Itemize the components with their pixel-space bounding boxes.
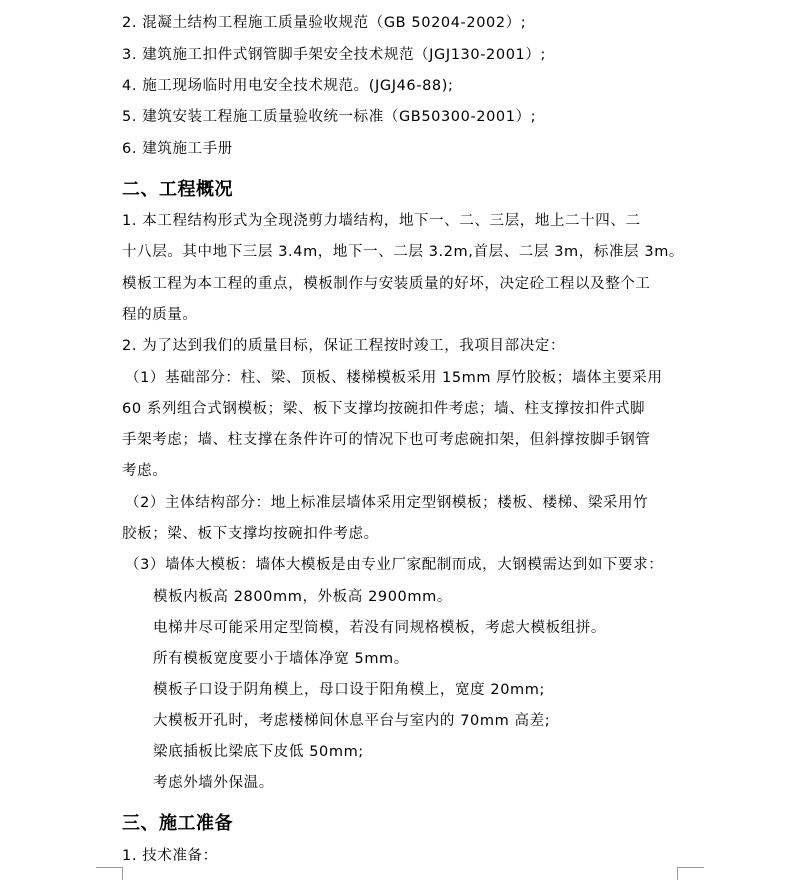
item-1-line-4: 考虑。 [122, 463, 168, 479]
item-1-line-2: 60 系列组合式钢模板；梁、板下支撑均按碗扣件考虑；墙、柱支撑按扣件式脚 [122, 401, 646, 417]
requirement-5: 大模板开孔时，考虑楼梯间休息平台与室内的 70mm 高差; [153, 713, 551, 729]
prep-paragraph-1: 1. 技术准备： [122, 848, 218, 864]
overview-paragraph-1-line-2: 十八层。其中地下三层 3.4m，地下一、二层 3.2m,首层、二层 3m，标准层 3m。 [122, 244, 685, 260]
requirement-1: 模板内板高 2800mm，外板高 2900mm。 [153, 589, 452, 605]
page-margin-corner-mark-left [96, 867, 123, 880]
requirement-4: 模板子口设于阴角模上，母口设于阳角模上，宽度 20mm; [153, 682, 545, 698]
overview-paragraph-1-line-3: 模板工程为本工程的重点，模板制作与安装质量的好坏，决定砼工程以及整个工 [122, 276, 651, 292]
requirement-2: 电梯井尽可能采用定型筒模，若没有同规格模板，考虑大模板组拼。 [153, 620, 606, 636]
item-2-line-2: 胶板；梁、板下支撑均按碗扣件考虑。 [122, 526, 379, 542]
item-3: （3）墙体大模板：墙体大模板是由专业厂家配制而成，大钢模需达到如下要求： [125, 557, 664, 573]
requirement-7: 考虑外墙外保温。 [153, 775, 274, 791]
page-margin-corner-mark-right [677, 867, 704, 880]
requirement-6: 梁底插板比梁底下皮低 50mm; [153, 744, 364, 760]
reference-item-4: 4. 施工现场临时用电安全技术规范。(JGJ46-88); [122, 78, 454, 94]
reference-item-2: 2. 混凝土结构工程施工质量验收规范（GB 50204-2002）; [122, 15, 527, 31]
reference-item-5: 5. 建筑安装工程施工质量验收统一标准（GB50300-2001）; [122, 109, 537, 125]
item-1-line-1: （1）基础部分：柱、梁、顶板、楼梯模板采用 15mm 厚竹胶板；墙体主要采用 [125, 370, 663, 386]
clipped-previous-line [122, 0, 127, 8]
section-heading-construction-prep: 三、施工准备 [122, 813, 233, 834]
section-heading-project-overview: 二、工程概况 [122, 179, 233, 200]
requirement-3: 所有模板宽度要小于墙体净宽 5mm。 [153, 651, 409, 667]
overview-paragraph-1-line-4: 程的质量。 [122, 307, 198, 323]
reference-item-3: 3. 建筑施工扣件式钢管脚手架安全技术规范（JGJ130-2001）; [122, 47, 546, 63]
overview-paragraph-1-line-1: 1. 本工程结构形式为全现浇剪力墙结构，地下一、二、三层，地上二十四、二 [122, 213, 641, 229]
reference-item-6: 6. 建筑施工手册 [122, 141, 233, 157]
item-2-line-1: （2）主体结构部分：地上标准层墙体采用定型钢模板；楼板、楼梯、梁采用竹 [125, 495, 649, 511]
item-1-line-3: 手架考虑；墙、柱支撑在条件许可的情况下也可考虑碗扣架，但斜撑按脚手钢管 [122, 432, 651, 448]
overview-paragraph-2: 2. 为了达到我们的质量目标，保证工程按时竣工，我项目部决定： [122, 338, 566, 354]
